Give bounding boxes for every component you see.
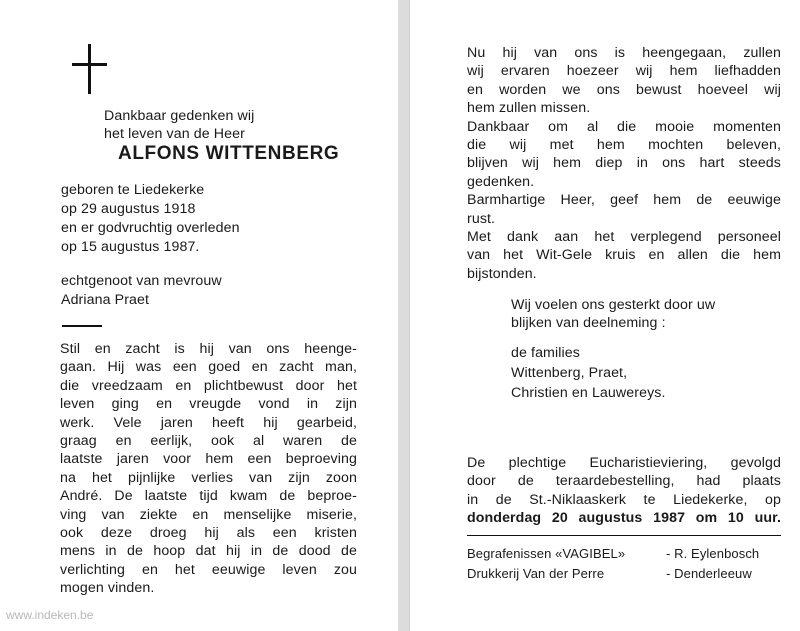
- prayer-line: rust.: [467, 210, 496, 227]
- prayer-line: blijven wij hem diep in ons hart steeds: [467, 155, 781, 172]
- prayer-line: die wij met hem mochten beleven,: [467, 136, 781, 153]
- divider: [62, 325, 102, 327]
- prayer-line: Nu hij van ons is heengegaan, zullen: [467, 45, 781, 61]
- death-line: en er godvruchtig overleden: [61, 220, 240, 236]
- prayer-line: bijstonden.: [467, 265, 537, 282]
- prayer-line: Barmhartige Heer, geef hem de eeuwige: [467, 192, 781, 209]
- right-page: [409, 0, 800, 631]
- left-page: [0, 0, 399, 631]
- poem-line: die vreedzaam en plichtbewust door het: [60, 377, 357, 394]
- prayer-line: hem zullen missen.: [467, 100, 591, 117]
- thanks-line-1: Wij voelen ons gesterkt door uw: [511, 297, 716, 313]
- page-gutter: [398, 0, 409, 631]
- birth-date: op 29 augustus 1918: [61, 201, 196, 217]
- printer-location: - Denderleeuw: [666, 566, 752, 581]
- spouse-label: echtgenoot van mevrouw: [61, 273, 222, 289]
- spouse-name: Adriana Praet: [61, 292, 150, 308]
- printer-name: Drukkerij Van der Perre: [467, 566, 605, 581]
- poem-line: werk. Vele jaren heeft hij gearbeid,: [60, 414, 357, 431]
- ceremony-line: in de St.-Niklaaskerk te Liedekerke, op: [467, 491, 781, 508]
- cross-icon: [88, 44, 91, 94]
- undertaker-name: Begrafenissen «VAGIBEL»: [467, 546, 626, 561]
- cross-icon-bar: [72, 63, 107, 66]
- poem-line: André. De laatste tijd kwam de beproe-: [60, 488, 357, 505]
- watermark: www.indeken.be: [6, 608, 94, 622]
- poem-line: graag en eerlijk, ook al waren de: [60, 432, 357, 449]
- prayer-line: Met dank aan het verplegend personeel: [467, 228, 781, 245]
- prayer-line: gedenken.: [467, 173, 535, 190]
- undertaker-contact: - R. Eylenbosch: [666, 546, 760, 561]
- prayer-line: wij ervaren hoezeer wij hem liefhadden: [467, 63, 781, 80]
- poem-line: mens in de hoop dat hij in de dood de: [60, 543, 357, 560]
- prayer-line: en worden we ons bewust hoeveel wij: [467, 81, 781, 98]
- poem-line: ook deze droeg hij als een kristen: [60, 524, 357, 541]
- ceremony-date: donderdag 20 augustus 1987 om 10 uur.: [467, 510, 781, 527]
- birth-place: geboren te Liedekerke: [61, 182, 205, 198]
- families-names-1: Wittenberg, Praet,: [511, 365, 628, 381]
- poem-block: [60, 340, 357, 597]
- families-names-2: Christien en Lauwereys.: [511, 385, 666, 401]
- poem-line: verlichting en het eeuwige leven zou: [60, 561, 357, 578]
- prayer-block: [467, 44, 781, 283]
- poem-line: leven ging en vreugde vond in zijn: [60, 396, 357, 413]
- poem-line: mogen vinden.: [60, 580, 155, 597]
- prayer-line: Dankbaar om al die mooie momenten: [467, 118, 781, 135]
- ceremony-line: De plechtige Eucharistieviering, gevolgd: [467, 455, 781, 471]
- poem-line: laatste jaren voor hem een beproeving: [60, 451, 357, 468]
- ceremony-block: [467, 454, 781, 528]
- poem-line: Stil en zacht is hij van ons heenge-: [60, 341, 357, 357]
- ceremony-line: door de teraardebestelling, had plaats: [467, 473, 781, 490]
- intro-line-2: het leven van de Heer: [104, 126, 245, 142]
- poem-line: na het pijnlijke verlies van zijn zoon: [60, 469, 357, 486]
- thanks-line-2: blijken van deelneming :: [511, 315, 666, 331]
- divider: [467, 535, 781, 536]
- death-date: op 15 augustus 1987.: [61, 239, 200, 255]
- prayer-line: van het Wit-Gele kruis en allen die hem: [467, 247, 781, 264]
- poem-line: ving van ziekte en menselijke miserie,: [60, 506, 357, 523]
- poem-line: gaan. Hij was een goed en zacht man,: [60, 359, 357, 376]
- intro-line-1: Dankbaar gedenken wij: [104, 108, 255, 124]
- families-label: de families: [511, 345, 580, 361]
- deceased-name: ALFONS WITTENBERG: [118, 143, 340, 164]
